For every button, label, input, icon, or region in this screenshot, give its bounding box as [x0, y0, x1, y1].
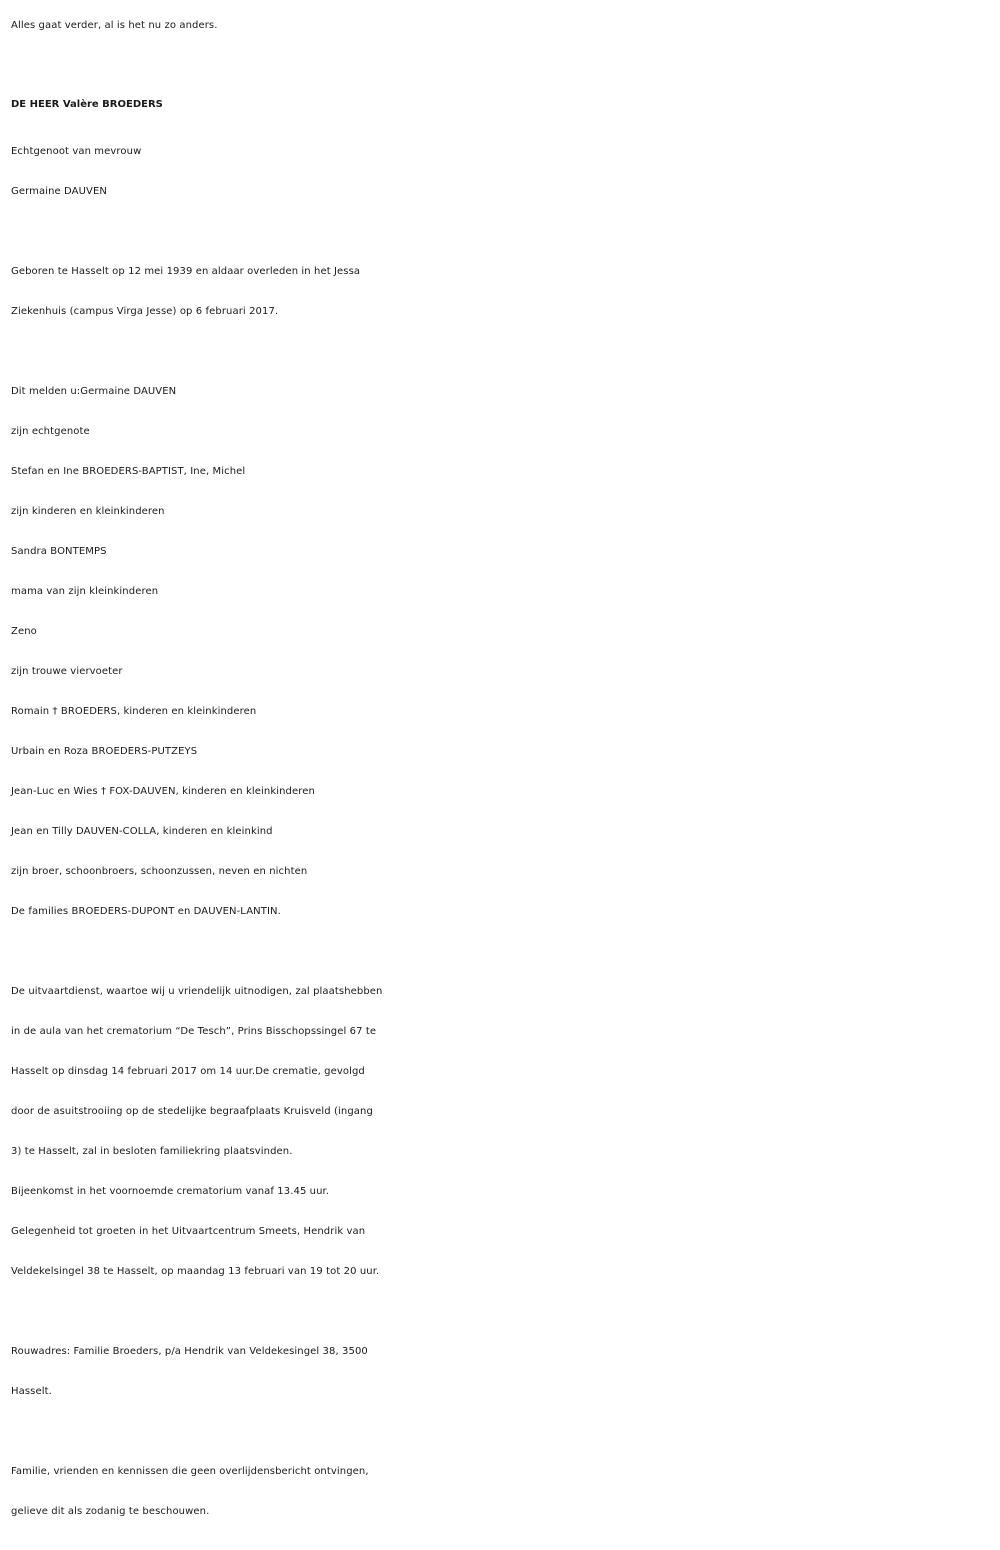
announcer-line: zijn kinderen en kleinkinderen [11, 506, 165, 517]
announcer-line: Sandra BONTEMPS [11, 546, 107, 557]
ceremony-line: Bijeenkomst in het voornoemde crematorium vanaf 13.45 uur. [11, 1186, 330, 1197]
spouse-section [11, 132, 991, 212]
address-line: Rouwadres: Familie Broeders, p/a Hendrik van Veldekesingel 38, 3500 [11, 1346, 368, 1357]
closing-line: gelieve dit als zodanig te beschouwen. [11, 1506, 210, 1517]
address-section [11, 1332, 991, 1412]
announcer-line: Urbain en Roza BROEDERS-PUTZEYS [11, 746, 198, 757]
spouse-line: Echtgenoot van mevrouw [11, 146, 142, 157]
announcer-line: Dit melden u:Germaine DAUVEN [11, 386, 177, 397]
birth-death-line: Ziekenhuis (campus Virga Jesse) op 6 februari 2017. [11, 306, 279, 317]
closing-line: Familie, vrienden en kennissen die geen overlijdensbericht ontvingen, [11, 1466, 369, 1477]
announcer-line: De families BROEDERS-DUPONT en DAUVEN-LANTIN. [11, 906, 281, 917]
announcer-line: zijn broer, schoonbroers, schoonzussen, neven en nichten [11, 866, 308, 877]
closing-section [11, 1452, 991, 1532]
announcer-line: Stefan en Ine BROEDERS-BAPTIST, Ine, Michel [11, 466, 246, 477]
announcer-line: Jean en Tilly DAUVEN-COLLA, kinderen en kleinkind [11, 826, 273, 837]
ceremony-line: in de aula van het crematorium “De Tesch”, Prins Bisschopssingel 67 te [11, 1026, 377, 1037]
birth-death-section [11, 252, 991, 332]
ceremony-line: 3) te Hasselt, zal in besloten familiekring plaatsvinden. [11, 1146, 293, 1157]
address-line: Hasselt. [11, 1386, 52, 1397]
intro-text: Alles gaat verder, al is het nu zo anders. [11, 20, 218, 31]
obituary-notice [11, 0, 991, 1532]
announcer-line: zijn trouwe viervoeter [11, 666, 123, 677]
announcer-line: Zeno [11, 626, 37, 637]
ceremony-line: De uitvaartdienst, waartoe wij u vriendelijk uitnodigen, zal plaatshebben [11, 986, 383, 997]
announcer-line: zijn echtgenote [11, 426, 90, 437]
announcer-line: Jean-Luc en Wies † FOX-DAUVEN, kinderen en kleinkinderen [11, 786, 315, 797]
deceased-name: DE HEER Valère BROEDERS [11, 99, 163, 110]
ceremony-line: Gelegenheid tot groeten in het Uitvaartcentrum Smeets, Hendrik van [11, 1226, 366, 1237]
announcers-section [11, 372, 991, 932]
ceremony-line: Hasselt op dinsdag 14 februari 2017 om 14 uur.De crematie, gevolgd [11, 1066, 365, 1077]
ceremony-section [11, 972, 991, 1292]
ceremony-line: Veldekelsingel 38 te Hasselt, op maandag 13 februari van 19 tot 20 uur. [11, 1266, 380, 1277]
birth-death-line: Geboren te Hasselt op 12 mei 1939 en aldaar overleden in het Jessa [11, 266, 361, 277]
announcer-line: mama van zijn kleinkinderen [11, 586, 159, 597]
spouse-line: Germaine DAUVEN [11, 186, 107, 197]
ceremony-line: door de asuitstrooiing op de stedelijke begraafplaats Kruisveld (ingang [11, 1106, 373, 1117]
announcer-line: Romain † BROEDERS, kinderen en kleinkinderen [11, 706, 257, 717]
